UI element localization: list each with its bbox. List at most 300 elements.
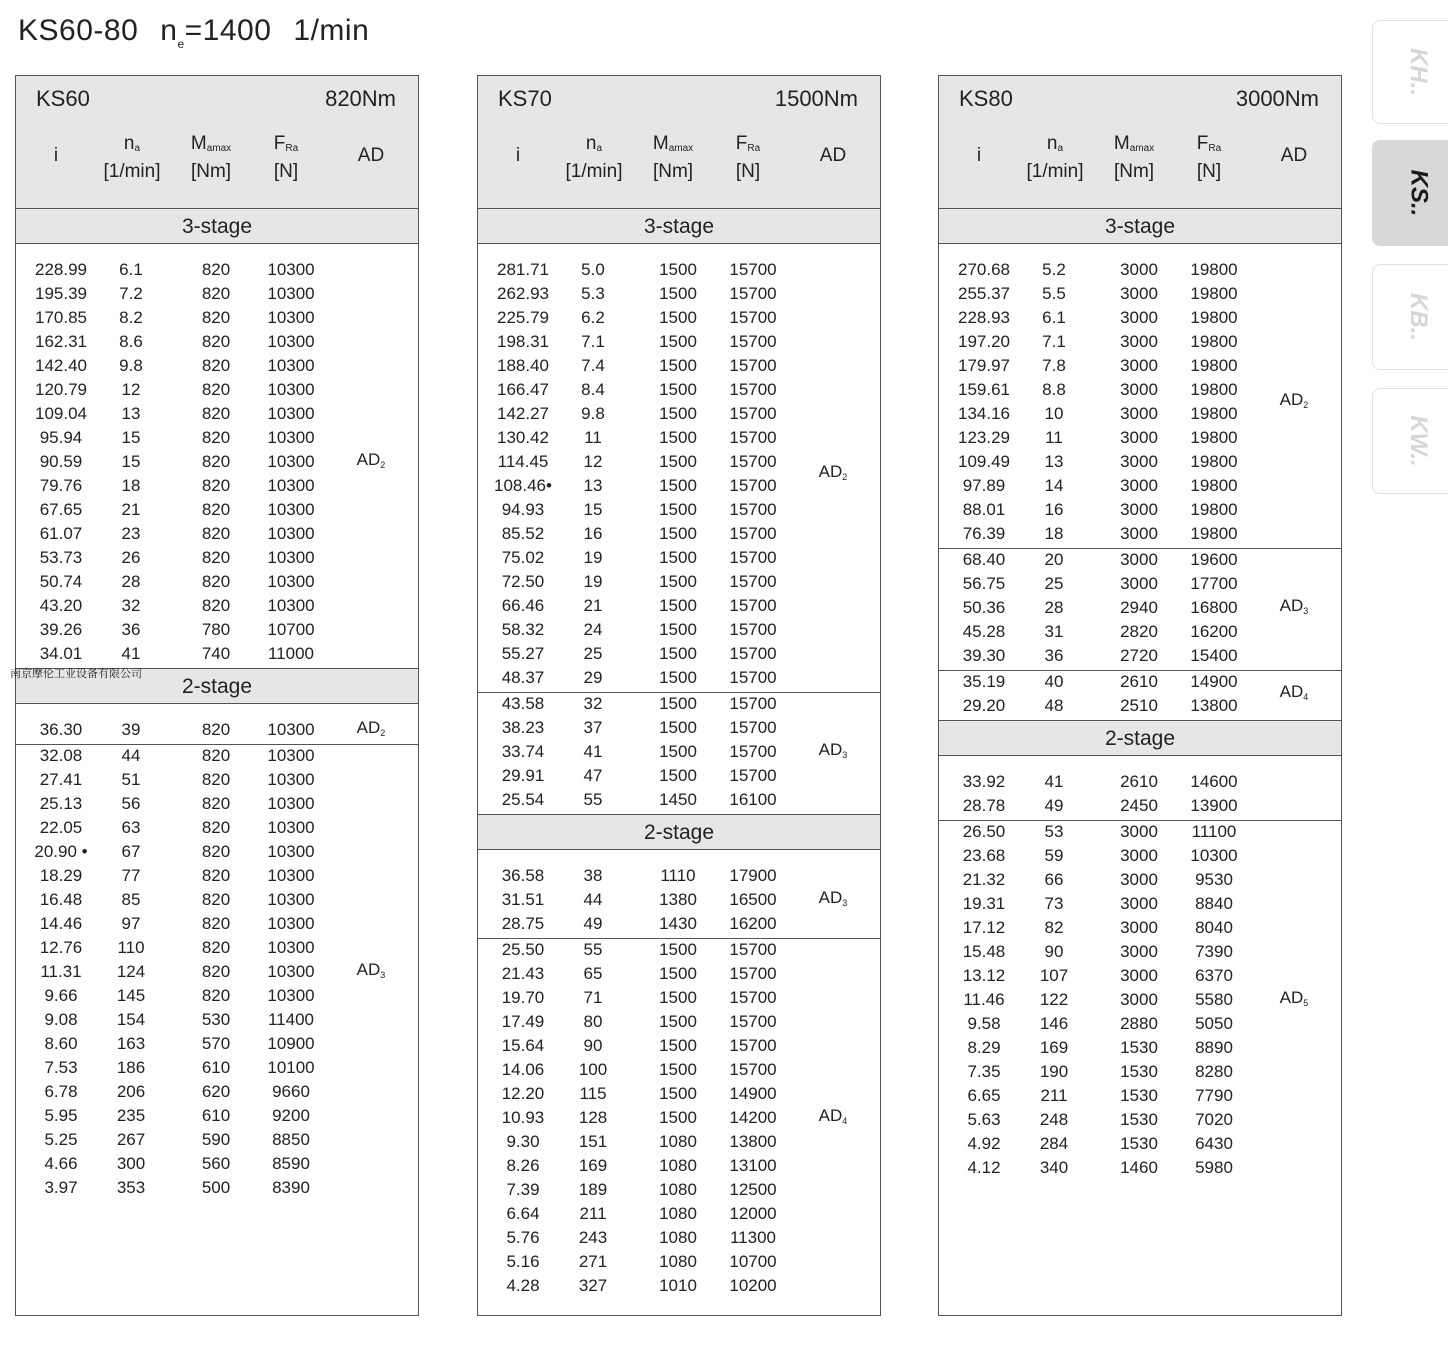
ratio-cell: 25.54: [501, 790, 545, 809]
ratio-cell: 27.41: [39, 770, 83, 789]
ratio-cell: 39.26: [39, 620, 83, 639]
radial-load-cell: 15700: [729, 572, 777, 591]
tab-kb[interactable]: [1372, 264, 1448, 370]
ratio-cell: 4.66: [44, 1154, 78, 1173]
table-row: [16, 594, 418, 618]
ad-label: [341, 960, 401, 980]
radial-load-cell: 14200: [729, 1108, 777, 1127]
radial-load-cell: 9200: [272, 1106, 310, 1125]
ratio-cell: 68.40: [962, 550, 1006, 569]
table-row: [478, 692, 880, 716]
ratio-cell: 61.07: [39, 524, 83, 543]
ad-main: AD: [1279, 596, 1304, 615]
speed-cell: 243: [578, 1228, 608, 1247]
ratio-cell: 123.29: [958, 428, 1010, 447]
table-row: [478, 1010, 880, 1034]
col-m-header: [176, 132, 246, 183]
speed-cell: 353: [116, 1178, 146, 1197]
torque-cell: 1500: [659, 644, 697, 663]
speed-cell: 267: [116, 1130, 146, 1149]
speed-cell: 107: [1039, 966, 1069, 985]
radial-load-cell: 12000: [729, 1204, 777, 1223]
torque-cell: 500: [201, 1178, 231, 1197]
ratio-cell: 79.76: [39, 476, 83, 495]
radial-load-cell: 15700: [729, 356, 777, 375]
torque-cell: 1500: [659, 940, 697, 959]
torque-cell: 1530: [1120, 1134, 1158, 1153]
radial-load-cell: 15700: [729, 620, 777, 639]
table-row: [939, 794, 1341, 818]
tab-kh[interactable]: [1372, 20, 1448, 124]
torque-cell: 1500: [659, 548, 697, 567]
speed-cell: 55: [583, 940, 603, 959]
ad-subscript: 4: [1303, 692, 1309, 702]
radial-load-cell: 15700: [729, 284, 777, 303]
col-n-header: [1019, 132, 1091, 183]
table-row: [939, 868, 1341, 892]
table-row: [939, 940, 1341, 964]
stage-2-bar: 2-stage: [478, 814, 880, 850]
torque-cell: 3000: [1120, 550, 1158, 569]
radial-load-cell: 10900: [267, 1034, 315, 1053]
radial-load-cell: 19800: [1190, 452, 1238, 471]
page-title-unit: 1/min: [293, 14, 370, 47]
torque-cell: 2720: [1120, 646, 1158, 665]
radial-load-cell: 15700: [729, 988, 777, 1007]
ratio-cell: 166.47: [497, 380, 549, 399]
radial-load-cell: 15700: [729, 668, 777, 687]
table-row: [16, 498, 418, 522]
ratio-cell: 9.66: [44, 986, 78, 1005]
torque-cell: 3000: [1120, 380, 1158, 399]
table-row: [16, 570, 418, 594]
speed-cell: 206: [116, 1082, 146, 1101]
torque-cell: 2610: [1120, 772, 1158, 791]
ratio-cell: 130.42: [497, 428, 549, 447]
torque-cell: 820: [201, 842, 231, 861]
stage-3-bar: 3-stage: [478, 208, 880, 244]
radial-load-cell: 10300: [267, 356, 315, 375]
table-row: [939, 522, 1341, 546]
ratio-cell: 4.92: [967, 1134, 1001, 1153]
ad-main: AD: [1279, 390, 1304, 409]
ratio-cell: 9.58: [967, 1014, 1001, 1033]
torque-cell: 820: [201, 404, 231, 423]
table-row: [478, 354, 880, 378]
col-f-subscript: Ra: [747, 143, 761, 154]
torque-cell: 1080: [659, 1180, 697, 1199]
torque-cell: 1500: [659, 452, 697, 471]
speed-cell: 44: [583, 890, 603, 909]
speed-cell: 186: [116, 1058, 146, 1077]
radial-load-cell: 15700: [729, 548, 777, 567]
speed-cell: 71: [583, 988, 603, 1007]
torque-cell: 3000: [1120, 356, 1158, 375]
torque-cell: 820: [201, 500, 231, 519]
speed-cell: 85: [121, 890, 141, 909]
table-row: [939, 1036, 1341, 1060]
table-row: [16, 984, 418, 1008]
ratio-cell: 18.29: [39, 866, 83, 885]
radial-load-cell: 10300: [267, 404, 315, 423]
model-label: KS80: [959, 86, 1013, 111]
torque-cell: 1460: [1120, 1158, 1158, 1177]
radial-load-cell: 10700: [267, 620, 315, 639]
radial-load-cell: 14900: [729, 1084, 777, 1103]
table-row: [478, 618, 880, 642]
speed-cell: 38: [583, 866, 603, 885]
radial-load-cell: 19800: [1190, 308, 1238, 327]
torque-cell: 820: [201, 938, 231, 957]
table-row: [939, 450, 1341, 474]
ratio-cell: 28.75: [501, 914, 545, 933]
table-row: [478, 986, 880, 1010]
torque-cell: 1080: [659, 1132, 697, 1151]
table-row: [939, 1108, 1341, 1132]
speed-cell: 47: [583, 766, 603, 785]
radial-load-cell: 14600: [1190, 772, 1238, 791]
speed-cell: 53: [1044, 822, 1064, 841]
speed-cell: 6.1: [1042, 308, 1066, 327]
radial-load-cell: 19800: [1190, 380, 1238, 399]
speed-cell: 13: [121, 404, 141, 423]
radial-load-cell: 15700: [729, 964, 777, 983]
ratio-cell: 8.26: [506, 1156, 540, 1175]
torque-cell: 1500: [659, 476, 697, 495]
ratio-cell: 85.52: [501, 524, 545, 543]
speed-cell: 97: [121, 914, 141, 933]
tab-kw[interactable]: [1372, 388, 1448, 494]
ratio-cell: 43.58: [501, 694, 545, 713]
speed-cell: 5.3: [581, 284, 605, 303]
ad-subscript: 2: [380, 460, 386, 470]
radial-load-cell: 15400: [1190, 646, 1238, 665]
col-m-header: [638, 132, 708, 183]
speed-cell: 15: [583, 500, 603, 519]
speed-cell: 10: [1044, 404, 1064, 423]
torque-cell: 3000: [1120, 428, 1158, 447]
ratio-cell: 50.36: [962, 598, 1006, 617]
table-row: [478, 1058, 880, 1082]
col-f-label: F: [273, 133, 286, 154]
table-row: [478, 912, 880, 936]
radial-load-cell: 15700: [729, 476, 777, 495]
col-m-subscript: amax: [206, 143, 232, 154]
ad-subscript: 3: [1303, 606, 1309, 616]
radial-load-cell: 13800: [1190, 696, 1238, 715]
speed-cell: 300: [116, 1154, 146, 1173]
radial-load-cell: 10100: [267, 1058, 315, 1077]
torque-cell: 1500: [659, 668, 697, 687]
ratio-cell: 9.30: [506, 1132, 540, 1151]
ratio-cell: 55.27: [501, 644, 545, 663]
radial-load-cell: 10300: [1190, 846, 1238, 865]
torque-cell: 1500: [659, 380, 697, 399]
torque-cell: 1500: [659, 500, 697, 519]
torque-cell: 820: [201, 428, 231, 447]
company-stamp: 南京摩伦工业设备有限公司: [10, 668, 142, 680]
radial-load-cell: 16200: [1190, 622, 1238, 641]
table-row: [939, 620, 1341, 644]
tab-ks-label: KS..: [1405, 169, 1432, 217]
ratio-cell: 19.31: [962, 894, 1006, 913]
torque-cell: 1500: [659, 1012, 697, 1031]
ratio-cell: 6.64: [506, 1204, 540, 1223]
radial-load-cell: 16100: [729, 790, 777, 809]
torque-cell: 1500: [659, 718, 697, 737]
torque-cell: 1500: [659, 572, 697, 591]
ratio-cell: 94.93: [501, 500, 545, 519]
ratio-cell: 179.97: [958, 356, 1010, 375]
radial-load-cell: 11400: [267, 1010, 314, 1029]
ratio-cell: 36.58: [501, 866, 545, 885]
col-f-subscript: Ra: [285, 143, 299, 154]
ratio-cell: 270.68: [958, 260, 1010, 279]
torque-cell: 2450: [1120, 796, 1158, 815]
radial-load-cell: 10300: [267, 380, 315, 399]
torque-cell: 1500: [659, 284, 697, 303]
radial-load-cell: 19800: [1190, 500, 1238, 519]
radial-load-cell: 7020: [1195, 1110, 1233, 1129]
radial-load-cell: 15700: [729, 766, 777, 785]
radial-load-cell: 10300: [267, 332, 315, 351]
torque-cell: 1500: [659, 988, 697, 1007]
radial-load-cell: 7790: [1195, 1086, 1233, 1105]
radial-load-cell: 15700: [729, 428, 777, 447]
ratio-cell: 6.65: [967, 1086, 1001, 1105]
ratio-cell: 20.90 •: [34, 842, 88, 861]
speed-cell: 21: [121, 500, 141, 519]
ratio-cell: 17.12: [962, 918, 1006, 937]
col-n-label: [1/min]: [565, 161, 623, 182]
col-f-label: [N]: [735, 161, 761, 182]
radial-load-cell: 9530: [1195, 870, 1233, 889]
speed-cell: 5.5: [1042, 284, 1066, 303]
speed-cell: 12: [121, 380, 141, 399]
table-row: [16, 1008, 418, 1032]
torque-cell: 1010: [659, 1276, 697, 1295]
table-row: [478, 1154, 880, 1178]
ratio-cell: 28.78: [962, 796, 1006, 815]
table-row: [16, 864, 418, 888]
radial-load-cell: 14900: [1190, 672, 1238, 691]
torque-cell: 3000: [1120, 942, 1158, 961]
col-ad-label: AD: [357, 145, 385, 166]
radial-load-cell: 16800: [1190, 598, 1238, 617]
table-row: [939, 258, 1341, 282]
speed-cell: 6.1: [119, 260, 143, 279]
torque-cell: 820: [201, 818, 231, 837]
table-row: [16, 1104, 418, 1128]
ratio-cell: 12.76: [39, 938, 83, 957]
torque-cell: 1500: [659, 1108, 697, 1127]
speed-cell: 327: [578, 1276, 608, 1295]
speed-cell: 25: [1044, 574, 1064, 593]
ratio-cell: 198.31: [497, 332, 549, 351]
speed-cell: 20: [1044, 550, 1064, 569]
table-row: [478, 282, 880, 306]
ratio-cell: 228.99: [35, 260, 87, 279]
torque-cell: 610: [201, 1058, 231, 1077]
radial-load-cell: 17900: [729, 866, 777, 885]
speed-cell: 24: [583, 620, 603, 639]
table-row: [16, 642, 418, 666]
radial-load-cell: 10300: [267, 720, 315, 739]
table-row: [939, 1156, 1341, 1180]
col-ad-header: [346, 144, 396, 167]
speed-cell: 14: [1044, 476, 1064, 495]
ad-label: [1264, 682, 1324, 702]
radial-load-cell: 10300: [267, 938, 315, 957]
torque-cell: 3000: [1120, 870, 1158, 889]
speed-cell: 55: [583, 790, 603, 809]
ratio-cell: 114.45: [497, 452, 549, 471]
speed-cell: 190: [1039, 1062, 1069, 1081]
torque-cell: 1500: [659, 694, 697, 713]
ratio-cell: 188.40: [497, 356, 549, 375]
ratio-cell: 170.85: [35, 308, 87, 327]
ratio-cell: 4.28: [506, 1276, 540, 1295]
torque-cell: 590: [201, 1130, 231, 1149]
ratio-cell: 58.32: [501, 620, 545, 639]
table-row: [478, 546, 880, 570]
speed-cell: 9.8: [581, 404, 605, 423]
table-row: [16, 282, 418, 306]
col-m-subscript: amax: [1129, 143, 1155, 154]
col-ad-header: [1269, 144, 1319, 167]
table-row: [16, 840, 418, 864]
radial-load-cell: 10300: [267, 572, 315, 591]
torque-cell: 3000: [1120, 524, 1158, 543]
table-row: [939, 330, 1341, 354]
speed-cell: 115: [579, 1084, 607, 1103]
radial-load-cell: 15700: [729, 308, 777, 327]
torque-cell: 820: [201, 914, 231, 933]
speed-cell: 90: [1044, 942, 1064, 961]
radial-load-cell: 10300: [267, 500, 315, 519]
table-row: [478, 642, 880, 666]
radial-load-cell: 12500: [729, 1180, 777, 1199]
page-title-n: n: [160, 14, 178, 47]
radial-load-cell: 5580: [1195, 990, 1233, 1009]
ratio-cell: 19.70: [501, 988, 545, 1007]
radial-load-cell: 6370: [1195, 966, 1233, 985]
ad-main: AD: [818, 740, 843, 759]
table-row: [478, 1202, 880, 1226]
stage-3-bar: 3-stage: [16, 208, 418, 244]
ratio-cell: 67.65: [39, 500, 83, 519]
ratio-cell: 7.53: [44, 1058, 78, 1077]
ad-main: AD: [1279, 682, 1304, 701]
radial-load-cell: 10300: [267, 284, 315, 303]
col-n-subscript: a: [134, 143, 141, 154]
table-row: [16, 354, 418, 378]
ratio-cell: 33.74: [501, 742, 545, 761]
speed-cell: 8.6: [119, 332, 143, 351]
table-row: [16, 792, 418, 816]
ratio-cell: 17.49: [501, 1012, 545, 1031]
ad-subscript: 2: [380, 728, 386, 738]
radial-load-cell: 15700: [729, 380, 777, 399]
radial-load-cell: 10300: [267, 770, 315, 789]
ad-label: [803, 462, 863, 482]
speed-cell: 284: [1039, 1134, 1069, 1153]
radial-load-cell: 10300: [267, 914, 315, 933]
ratio-cell: 36.30: [39, 720, 83, 739]
table-row: [16, 1080, 418, 1104]
speed-cell: 19: [583, 572, 603, 591]
speed-cell: 122: [1039, 990, 1069, 1009]
radial-load-cell: 10300: [267, 818, 315, 837]
torque-cell: 530: [201, 1010, 231, 1029]
ratio-cell: 56.75: [962, 574, 1006, 593]
torque-cell: 2880: [1120, 1014, 1158, 1033]
torque-label: 820Nm: [325, 86, 396, 111]
speed-cell: 235: [116, 1106, 146, 1125]
radial-load-cell: 10300: [267, 524, 315, 543]
radial-load-cell: 10700: [729, 1252, 777, 1271]
speed-cell: 7.1: [1042, 332, 1066, 351]
torque-cell: 1500: [659, 742, 697, 761]
col-f-header: [723, 132, 773, 183]
stage-2-bar: 2-stage: [939, 720, 1341, 756]
col-f-subscript: Ra: [1208, 143, 1222, 154]
table-row: [478, 1130, 880, 1154]
speed-cell: 28: [121, 572, 141, 591]
torque-cell: 610: [201, 1106, 231, 1125]
radial-load-cell: 16500: [729, 890, 777, 909]
radial-load-cell: 10300: [267, 476, 315, 495]
torque-cell: 820: [201, 572, 231, 591]
ratio-cell: 29.91: [501, 766, 545, 785]
speed-cell: 13: [583, 476, 603, 495]
table-row: [478, 258, 880, 282]
torque-cell: 820: [201, 866, 231, 885]
torque-cell: 1500: [659, 1084, 697, 1103]
speed-cell: 82: [1044, 918, 1064, 937]
torque-cell: 3000: [1120, 894, 1158, 913]
speed-cell: 41: [583, 742, 603, 761]
table-row: [16, 1152, 418, 1176]
table-row: [478, 864, 880, 888]
ratio-cell: 134.16: [958, 404, 1010, 423]
radial-load-cell: 10300: [267, 746, 315, 765]
radial-load-cell: 8590: [272, 1154, 310, 1173]
torque-cell: 1500: [659, 1036, 697, 1055]
tab-ks[interactable]: [1372, 140, 1448, 246]
speed-cell: 51: [121, 770, 141, 789]
table-ks60: [15, 75, 419, 1316]
table-row: [16, 330, 418, 354]
col-ad-header: [808, 144, 858, 167]
table-row: [478, 716, 880, 740]
torque-cell: 1500: [659, 1060, 697, 1079]
radial-load-cell: 10300: [267, 986, 315, 1005]
model-label: KS60: [36, 86, 90, 111]
radial-load-cell: 10300: [267, 866, 315, 885]
table-row: [939, 548, 1341, 572]
table-row: [16, 402, 418, 426]
speed-cell: 44: [121, 746, 141, 765]
radial-load-cell: 8390: [272, 1178, 310, 1197]
speed-cell: 67: [121, 842, 141, 861]
torque-cell: 820: [201, 596, 231, 615]
torque-cell: 1080: [659, 1228, 697, 1247]
speed-cell: 211: [1040, 1086, 1068, 1105]
table-row: [16, 1056, 418, 1080]
speed-cell: 7.8: [1042, 356, 1066, 375]
speed-cell: 12: [583, 452, 603, 471]
